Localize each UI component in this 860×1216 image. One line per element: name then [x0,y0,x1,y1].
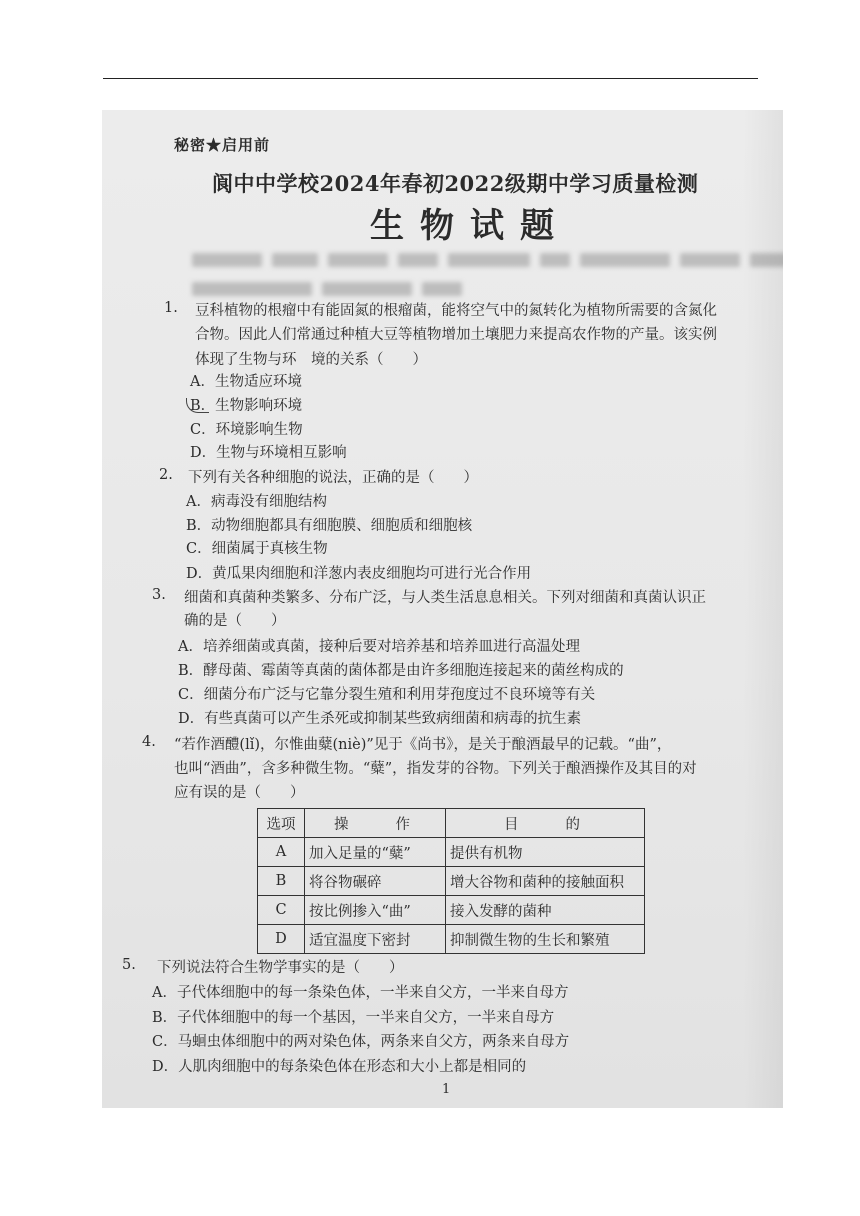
question-5-option-c: C．马蛔虫体细胞中的两对染色体，两条来自父方，两条来自母方 [152,1034,570,1050]
question-1-option-c: C．环境影响生物 [190,422,303,438]
question-5-option-a: A．子代体细胞中的每一条染色体，一半来自父方，一半来自母方 [152,985,569,1001]
question-4-stem-line-2: 也叫“酒曲”，含多种微生物。“糵”，指发芽的谷物。下列关于酿酒操作及其目的对 [174,761,697,777]
question-1-option-d: D．生物与环境相互影响 [190,445,347,461]
table-header-row [258,809,645,838]
question-3-number: 3. [152,587,166,603]
secret-label: 秘密★启用前 [174,136,271,154]
table-cell: A [258,838,305,867]
question-2-option-a: A．病毒没有细胞结构 [186,494,327,510]
question-2-option-d: D．黄瓜果肉细胞和洋葱内表皮细胞均可进行光合作用 [186,566,532,582]
question-4-stem-line-3: 应有误的是（ ） [174,785,305,801]
question-3-option-a: A．培养细菌或真菌，接种后要对培养基和培养皿进行高温处理 [178,639,580,655]
table-cell: 增大谷物和菌种的接触面积 [446,867,645,896]
table-cell: 抑制微生物的生长和繁殖 [446,925,645,954]
question-2-number: 2. [159,467,173,483]
page-number: 1 [442,1082,451,1097]
table-header-purpose: 目 的 [446,809,645,838]
table-cell: C [258,896,305,925]
table-header-operation: 操 作 [305,809,446,838]
question-3-stem-line-1: 细菌和真菌种类繁多、分布广泛，与人类生活息息相关。下列对细菌和真菌认识正 [184,590,706,606]
question-3-option-d: D．有些真菌可以产生杀死或抑制某些致病细菌和病毒的抗生素 [178,711,582,727]
table-row [258,867,645,896]
question-4-number: 4. [142,734,156,750]
table-row [258,925,645,954]
question-2-option-b: B．动物细胞都具有细胞膜、细胞质和细胞核 [186,518,473,534]
question-1-option-b: B．生物影响环境 [190,398,303,414]
exam-title: 阆中中学校2024年春初2022级期中学习质量检测 [212,171,699,196]
question-5-number: 5. [122,957,136,973]
table-cell: 将谷物碾碎 [305,867,446,896]
question-3-option-c: C．细菌分布广泛与它靠分裂生殖和利用芽孢度过不良环境等有关 [178,687,596,703]
page-top-rule [103,78,758,79]
question-3-option-b: B．酵母菌、霉菌等真菌的菌体都是由许多细胞连接起来的菌丝构成的 [178,663,624,679]
table-cell: 适宜温度下密封 [305,925,446,954]
table-row [258,838,645,867]
question-2-option-c: C．细菌属于真核生物 [186,541,328,557]
table-cell: B [258,867,305,896]
blurred-instructions-line-2 [192,282,462,296]
fermentation-options-table [257,808,645,954]
question-5-stem-line-1: 下列说法符合生物学事实的是（ ） [157,960,404,976]
question-4-stem-line-1: “若作酒醴(lǐ)，尔惟曲糵(niè)”见于《尚书》，是关于酿酒最早的记载。“曲”， [174,737,672,753]
table-cell: 接入发酵的菌种 [446,896,645,925]
question-1-stem-line-2: 合物。因此人们常通过种植大豆等植物增加土壤肥力来提高农作物的产量。该实例 [195,327,717,343]
question-5-option-b: B．子代体细胞中的每一个基因，一半来自父方，一半来自母方 [152,1010,555,1026]
table-cell: D [258,925,305,954]
question-5-option-d: D．人肌肉细胞中的每条染色体在形态和大小上都是相同的 [152,1059,527,1075]
subject-title: 生物试题 [370,206,570,246]
table-row [258,896,645,925]
question-1-stem-line-1: 豆科植物的根瘤中有能固氮的根瘤菌，能将空气中的氮转化为植物所需要的含氮化 [195,303,717,319]
blurred-instructions-line-1 [192,253,783,267]
question-1-number: 1. [164,300,178,316]
exam-paper-photo [102,110,783,1108]
question-3-stem-line-2: 确的是（ ） [184,613,286,629]
table-cell: 加入足量的“糵” [305,838,446,867]
question-1-option-a: A．生物适应环境 [190,374,302,390]
question-1-stem-line-3: 体现了生物与环 境的关系（ ） [195,352,427,368]
table-cell: 按比例掺入“曲” [305,896,446,925]
table-header-option: 选项 [258,809,305,838]
question-2-stem-line-1: 下列有关各种细胞的说法，正确的是（ ） [188,470,478,486]
table-cell: 提供有机物 [446,838,645,867]
